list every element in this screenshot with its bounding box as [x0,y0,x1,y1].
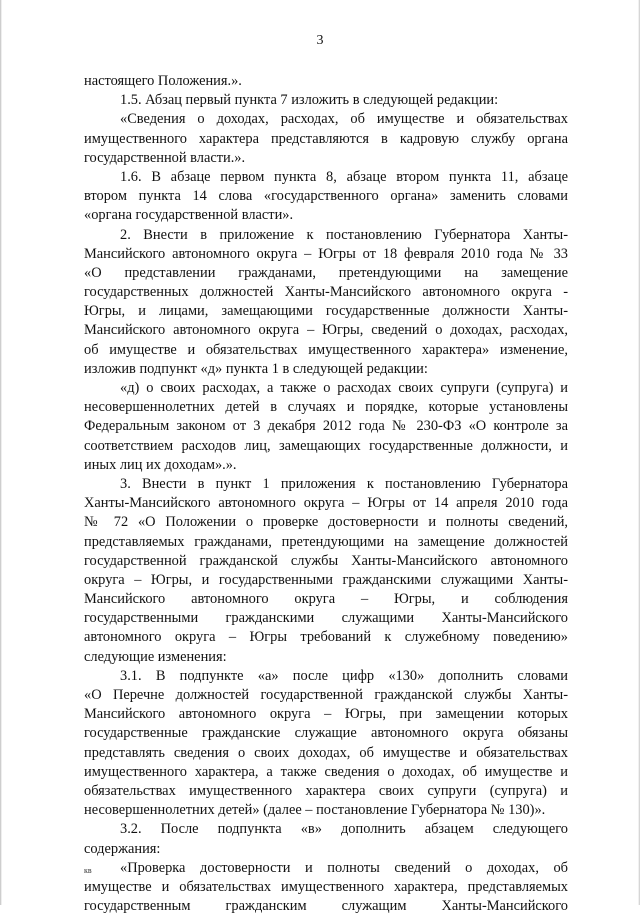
text-line: имуществе и обязательствах имущественного характера, представляемых [84,878,568,895]
text-line: несовершеннолетних детей» (далее – постановление Губернатора № 130)». [84,802,546,819]
text-line: следующие изменения: [84,648,227,665]
text-line: несовершеннолетних детей в случаях и порядке, которые установлены [84,399,568,416]
text-line: «Сведения о доходах, расходах, об имуществе и обязательствах [120,111,568,128]
text-line: округа – Югры, и государственными гражданскими служащими Ханты- [84,571,568,588]
text-line: 2. Внести в приложение к постановлению Губернатора Ханты- [120,226,568,243]
text-line: втором пункта 14 слова «государственного органа» заменить словами [84,188,568,205]
text-line: настоящего Положения.». [84,73,242,89]
text-line: соответствием расходов лиц, замещающих государственные должности, и [84,437,568,454]
scan-edge-left [0,0,2,905]
text-line: изложив подпункт «д» пункта 1 в следующей редакции: [84,360,428,377]
text-line: Югры, и лицами, замещающими государственные должности Ханты- [84,303,568,320]
text-line: Мансийского автономного округа – Югры, при замещении которых [84,706,568,723]
text-line: Мансийского автономного округа – Югры, сведений о доходах, расходах, [84,322,568,339]
text-line: имущественного характера, а также сведения о доходах, об имуществе и [84,763,568,780]
text-line: «Проверка достоверности и полноты сведений о доходах, об [120,859,568,876]
text-line: об имуществе и обязательствах имущественного характера» изменение, [84,341,568,358]
text-line: автономного округа – Югры требований к служебному поведению» [84,629,568,646]
text-line: 1.5. Абзац первый пункта 7 изложить в следующей редакции: [120,92,499,109]
text-line: государственными гражданскими служащими Ханты-Мансийского [84,610,568,627]
text-line: представляемых гражданами, претендующими на замещение должностей [84,533,568,550]
text-line: имущественного характера представляются в кадровую службу органа [84,130,568,147]
text-line: «д) о своих расходах, а также о расходах своих супруги (супруга) и [120,380,568,396]
text-line: 3. Внести в пункт 1 приложения к постановлению Губернатора [120,475,568,492]
text-line: иных лиц их доходам».». [84,456,237,473]
text-line: государственных должностей Ханты-Мансийского автономного округа - [84,284,568,301]
text-line: Мансийского автономного округа – Югры, и соблюдения [84,591,568,608]
text-line: государственные гражданские служащие автономного округа обязаны [84,725,568,742]
text-line: «О Перечне должностей государственной гражданской службы Ханты- [84,687,568,703]
text-line: 3.2. После подпункта «в» дополнить абзацем следующего [120,821,568,838]
text-line: содержания: [84,840,161,857]
text-line: № 72 «О Положении о проверке достоверности и полноты сведений, [84,514,568,531]
text-line: Федеральным законом от 3 декабря 2012 года № 230-ФЗ «О контроле за [84,418,568,435]
footer-mark: кв [84,866,92,875]
text-line: «О представлении гражданами, претендующими на замещение [84,264,568,281]
text-line: государственной власти.». [84,149,246,166]
text-line: Ханты-Мансийского автономного округа – Югры от 14 апреля 2010 года [84,495,568,512]
text-line: государственным гражданским служащим Ханты-Мансийского [84,898,568,915]
text-line: 1.6. В абзаце первом пункта 8, абзаце втором пункта 11, абзаце [120,168,568,185]
text-line: государственной гражданской службы Ханты-Мансийского автономного [84,552,568,569]
text-line: Мансийского автономного округа – Югры от 18 февраля 2010 года № 33 [84,245,568,262]
text-line: «органа государственной власти». [84,207,294,224]
text-line: обязательствах имущественного характера своих супруги (супруга) и [84,782,568,799]
document-body [84,72,568,916]
text-line: 3.1. В подпункте «а» после цифр «130» дополнить словами [120,667,568,684]
page-number: 3 [316,33,324,48]
text-line: представлять сведения о своих доходах, об имуществе и обязательствах [84,744,568,761]
